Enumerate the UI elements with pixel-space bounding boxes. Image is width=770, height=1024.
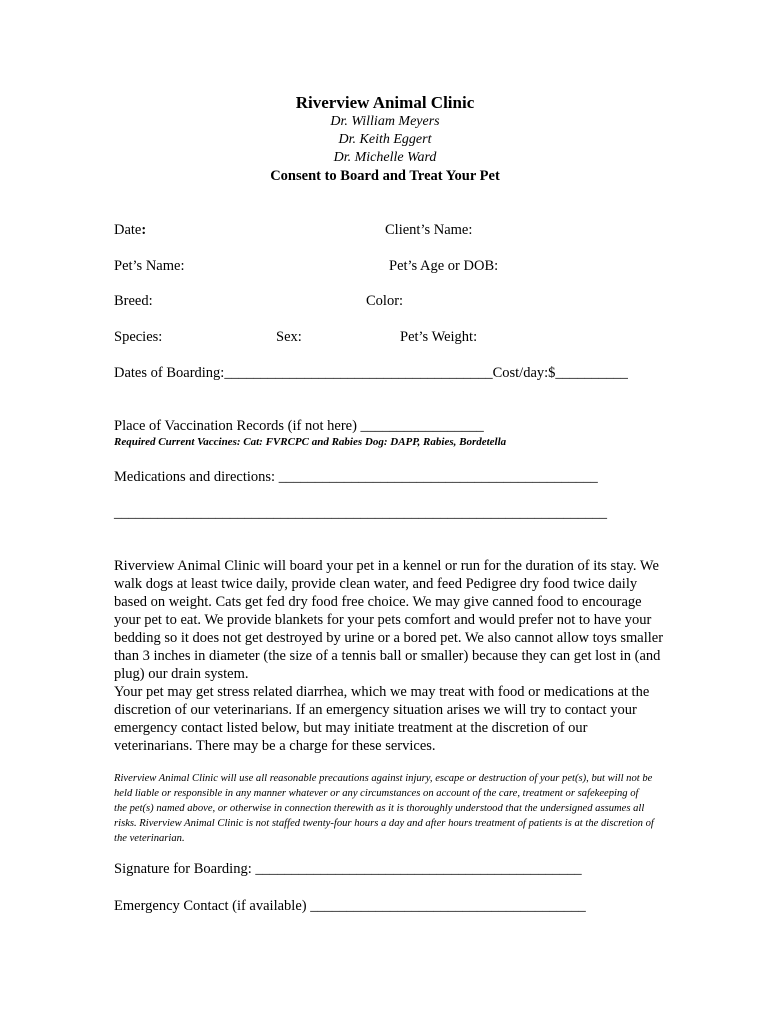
color-label: Color: [366, 293, 404, 309]
treatment-policy-paragraph: Your pet may get stress related diarrhea, which we may treat with food or medications at the discretion of our veterinarians. If an emergency situation arises we will try to contact your emergency contact listed below, but may initiate treatment at the discretion of our veterinarians. There may be a charge for these services. [114, 684, 650, 754]
pet-age-label: Pet’s Age or DOB: [389, 258, 499, 274]
date-label-text: Date [114, 222, 142, 238]
medications-line-2: ____________________________________________________________________ [114, 505, 607, 521]
sex-label: Sex: [276, 329, 302, 345]
liability-disclaimer: Riverview Animal Clinic will use all reasonable precautions against injury, escape or destruction of your pet(s), but will not be held liable or responsible in any manner whatever or any circumstances on account of the care, treatment or safekeeping of the pet(s) named above, or otherwise in connection therewith as it is thoroughly understood that the undersigned assumes all risks. Riverview Animal Clinic is not staffed twenty-four hours a day and after hours treatment of patients is at the discretion of the veterinarian. [114, 773, 654, 844]
emergency-contact-line: Emergency Contact (if available) ______________________________________ [114, 898, 586, 914]
clinic-name: Riverview Animal Clinic [295, 93, 475, 112]
pet-name-label: Pet’s Name: [114, 258, 185, 274]
medications-line: Medications and directions: ____________________________________________ [114, 469, 598, 485]
weight-label: Pet’s Weight: [400, 329, 478, 345]
boarding-dates-line: Dates of Boarding:_____________________________________Cost/day:$__________ [114, 365, 628, 381]
doctor-name-2: Dr. Keith Eggert [338, 132, 432, 147]
date-field-label [114, 222, 146, 239]
boarding-signature-line: Signature for Boarding: _____________________________________________ [114, 861, 582, 877]
breed-label: Breed: [114, 293, 153, 309]
boarding-policy-paragraph: Riverview Animal Clinic will board your pet in a kennel or run for the duration of its stay. We walk dogs at least twice daily, provide clean water, and feed Pedigree dry food twice daily based on weight. Cats get fed dry food free choice. We may give canned food to encourage your pet to eat. We provide blankets for your pets comfort and would prefer not to have your bedding so it does not get destroyed by urine or a bored pet. We also cannot allow toys smaller than 3 inches in diameter (the size of a tennis ball or smaller) because they can get lost in (and plug) our drain system. [114, 558, 664, 682]
date-label-colon: : [141, 222, 147, 238]
species-label: Species: [114, 329, 163, 345]
doctor-name-3: Dr. Michelle Ward [333, 150, 437, 165]
form-title: Consent to Board and Treat Your Pet [270, 168, 500, 184]
doctor-name-1: Dr. William Meyers [330, 114, 440, 129]
client-name-label: Client’s Name: [385, 222, 473, 238]
vaccination-records-line: Place of Vaccination Records (if not here) _________________ [114, 418, 484, 434]
required-vaccines-note: Required Current Vaccines: Cat: FVRCPC and Rabies Dog: DAPP, Rabies, Bordetella [114, 436, 507, 448]
